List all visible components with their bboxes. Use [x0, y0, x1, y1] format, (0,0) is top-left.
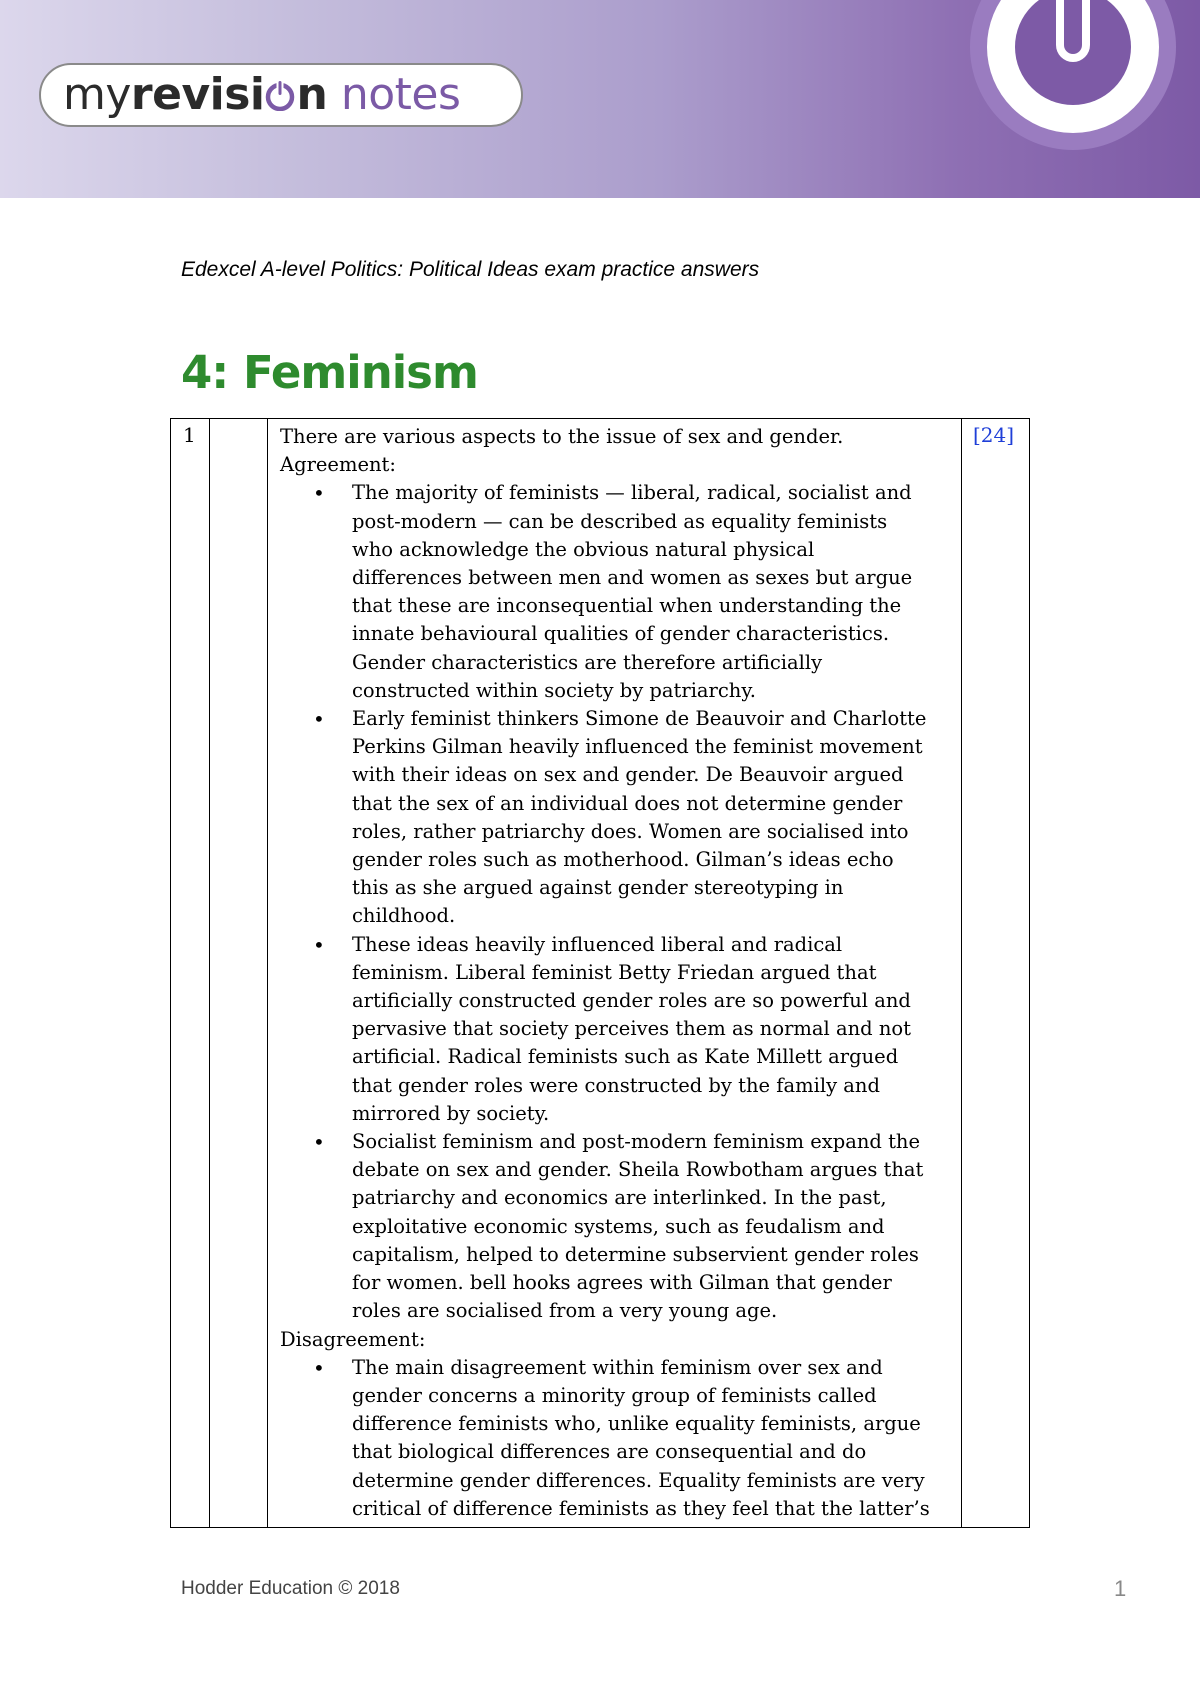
- answer-line: • The majority of feminists — liberal, radical, socialist and: [352, 481, 912, 505]
- answer-line: post-modern — can be described as equality feminists: [352, 509, 888, 533]
- answer-line: this as she argued against gender stereotyping in: [352, 876, 844, 900]
- table-divider: [209, 419, 210, 1527]
- answer-line: patriarchy and economics are interlinked. In the past,: [352, 1186, 887, 1210]
- answer-line: critical of difference feminists as they feel that the latter’s: [352, 1496, 930, 1520]
- list-item: [280, 479, 970, 705]
- answer-line: that the sex of an individual does not determine gender: [352, 791, 903, 815]
- answer-content: [280, 423, 970, 1523]
- answer-line: for women. bell hooks agrees with Gilman that gender: [352, 1271, 892, 1295]
- disagreement-heading: Disagreement:: [280, 1327, 426, 1351]
- document-subtitle: Edexcel A-level Politics: Political Ideas exam practice answers: [181, 258, 760, 281]
- power-icon: [265, 79, 295, 111]
- header-banner: [0, 0, 1200, 198]
- answer-line: • Early feminist thinkers Simone de Beauvoir and Charlotte: [352, 707, 927, 731]
- logo-word-my: my: [63, 69, 131, 120]
- answer-line: constructed within society by patriarchy.: [352, 678, 756, 702]
- page-number: 1: [1114, 1576, 1127, 1601]
- question-marks: [24]: [973, 423, 1015, 447]
- list-item: [280, 1128, 970, 1325]
- answer-line: Gender characteristics are therefore artificially: [352, 650, 823, 674]
- list-item: [280, 1354, 970, 1523]
- answer-line: • Socialist feminism and post-modern feminism expand the: [352, 1130, 921, 1154]
- disagreement-list: [280, 1354, 970, 1523]
- answer-line: • The main disagreement within feminism over sex and: [352, 1355, 883, 1379]
- list-item: [280, 931, 970, 1128]
- answer-line: with their ideas on sex and gender. De Beauvoir argued: [352, 763, 904, 787]
- answer-line: feminism. Liberal feminist Betty Friedan argued that: [352, 960, 877, 984]
- answer-line: differences between men and women as sexes but argue: [352, 566, 913, 590]
- power-button-icon: [968, 0, 1178, 152]
- answer-line: that gender roles were constructed by the family and: [352, 1073, 880, 1097]
- chapter-title: 4: Feminism: [181, 346, 478, 399]
- answer-line: roles, rather patriarchy does. Women are socialised into: [352, 819, 909, 843]
- table-divider: [267, 419, 268, 1527]
- answer-line: gender roles such as motherhood. Gilman’s ideas echo: [352, 848, 894, 872]
- answer-line: pervasive that society perceives them as normal and not: [352, 1017, 911, 1041]
- answer-line: childhood.: [352, 904, 456, 928]
- logo-word-notes: notes: [340, 69, 461, 120]
- answer-line: • These ideas heavily influenced liberal and radical: [352, 932, 843, 956]
- question-number: 1: [183, 423, 196, 447]
- answer-line: mirrored by society.: [352, 1101, 550, 1125]
- answer-line: who acknowledge the obvious natural physical: [352, 537, 815, 561]
- list-item: [280, 705, 970, 931]
- logo-word-revision: revisi n: [130, 69, 328, 120]
- footer-copyright: Hodder Education © 2018: [181, 1578, 400, 1599]
- answer-line: artificially constructed gender roles are so powerful and: [352, 989, 911, 1013]
- answer-line: artificial. Radical feminists such as Kate Millett argued: [352, 1045, 899, 1069]
- answer-line: difference feminists who, unlike equality feminists, argue: [352, 1412, 921, 1436]
- answer-table: [170, 418, 1030, 1528]
- brand-logo: [39, 63, 523, 127]
- answer-line: Perkins Gilman heavily influenced the feminist movement: [352, 735, 923, 759]
- agreement-heading: Agreement:: [280, 453, 396, 477]
- answer-line: capitalism, helped to determine subservient gender roles: [352, 1242, 919, 1266]
- answer-line: that biological differences are consequential and do: [352, 1440, 867, 1464]
- answer-line: innate behavioural qualities of gender characteristics.: [352, 622, 890, 646]
- answer-line: debate on sex and gender. Sheila Rowbotham argues that: [352, 1158, 924, 1182]
- answer-intro: There are various aspects to the issue of sex and gender.: [280, 425, 844, 448]
- answer-line: that these are inconsequential when understanding the: [352, 594, 902, 618]
- agreement-list: [280, 479, 970, 1325]
- answer-line: determine gender differences. Equality feminists are very: [352, 1468, 925, 1492]
- answer-line: roles are socialised from a very young age.: [352, 1299, 778, 1323]
- answer-line: exploitative economic systems, such as feudalism and: [352, 1214, 885, 1238]
- answer-line: gender concerns a minority group of feminists called: [352, 1383, 877, 1407]
